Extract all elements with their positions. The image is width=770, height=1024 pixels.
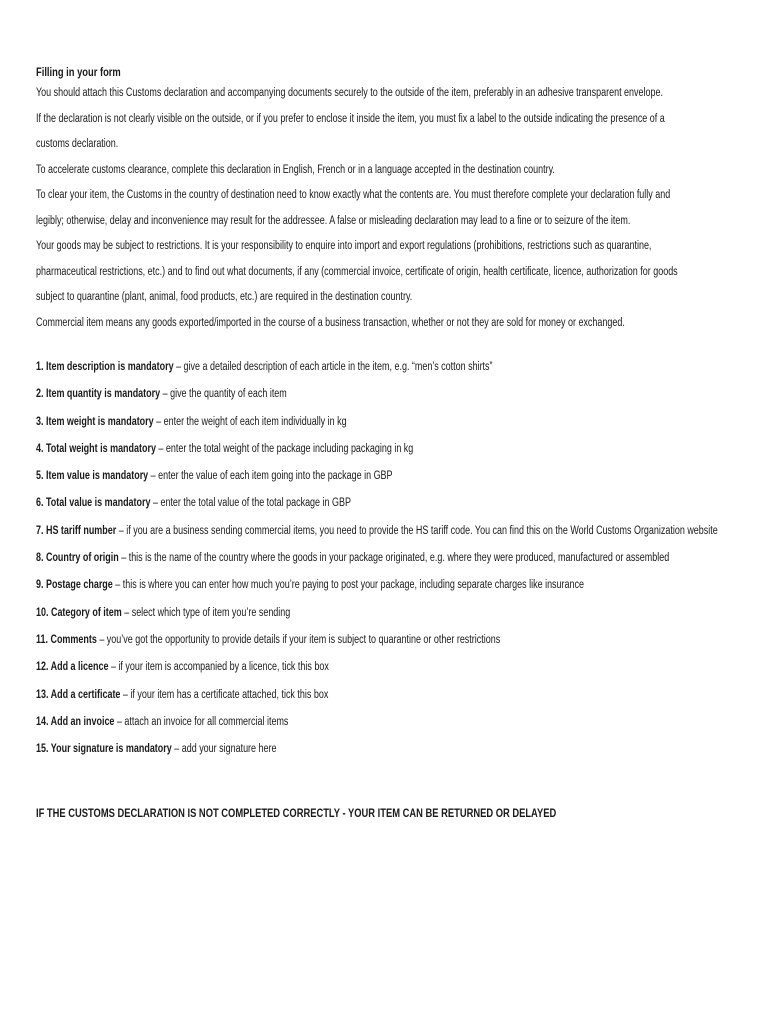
intro-line-text: subject to quarantine (plant, animal, food products, etc.) are required in the destination country. [36,291,413,303]
item-text: – if you are a business sending commercial items, you need to provide the HS tariff code. You can find this on the World Customs Organization website [116,524,718,537]
list-item [36,627,746,654]
intro-line [36,132,746,158]
list-item [36,545,746,572]
intro-line [36,234,746,260]
item-label: 2. Item quantity is mandatory [36,388,161,401]
intro-line-text: To clear your item, the Customs in the country of destination need to know exactly what the contents are. You must therefore complete your declaration fully and [36,189,671,201]
item-label: 12. Add a licence [36,661,109,674]
list-item [36,682,746,709]
intro-line [36,209,746,235]
item-text: – add your signature here [171,743,277,756]
list-item [36,409,746,436]
item-label: 11. Comments [36,633,97,646]
intro-line [36,107,746,133]
intro-line-text: To accelerate customs clearance, complete this declaration in English, French or in a language accepted in the destination country. [36,163,555,176]
item-text: – enter the weight of each item individually in kg [153,415,347,428]
list-item [36,436,746,463]
item-label: 15. Your signature is mandatory [36,743,172,756]
item-text: – this is the name of the country where the goods in your package originated, e.g. where they were produced, manufactured or assembled [118,552,670,565]
warning-notice [36,804,746,822]
intro-line [36,158,746,184]
item-label: 7. HS tariff number [36,524,117,537]
list-item [36,654,746,681]
list-item [36,463,746,490]
heading-text: Filling in your form [36,65,121,79]
list-item [36,518,746,545]
list-item [36,736,746,763]
intro-line [36,285,746,311]
form-instructions [36,63,746,822]
intro-line [36,260,746,286]
item-text: – you’ve got the opportunity to provide details if your item is subject to quarantine or other restrictions [96,633,501,646]
list-item [36,490,746,517]
intro-line [36,81,746,107]
item-label: 3. Item weight is mandatory [36,415,154,428]
item-text: – enter the total weight of the package including packaging in kg [155,442,414,455]
intro-line [36,311,746,337]
item-label: 10. Category of item [36,606,122,619]
item-label: 13. Add a certificate [36,688,121,701]
intro-line-text: pharmaceutical restrictions, etc.) and to find out what documents, if any (commercial invoice, certificate of origin, health certificate, licence, authorization for goods [36,265,678,278]
item-text: – give a detailed description of each article in the item, e.g. “men’s cotton shirts” [173,361,493,373]
intro-line-text: You should attach this Customs declaration and accompanying documents securely to the outside of the item, preferably in an adhesive transparent envelope. [36,87,663,99]
item-text: – give the quantity of each item [160,388,287,401]
item-text: – enter the value of each item going into the package in GBP [148,470,393,483]
item-text: – attach an invoice for all commercial items [114,715,289,728]
field-instructions-list [36,354,746,763]
item-text: – this is where you can enter how much you’re paying to post your package, including separate charges like insurance [112,579,584,592]
list-item [36,572,746,599]
list-item [36,709,746,736]
list-item [36,381,746,408]
item-text: – if your item has a certificate attached, tick this box [120,688,329,701]
intro-line-text: legibly; otherwise, delay and inconvenience may result for the addressee. A false or misleading declaration may lead to a fine or to seizure of the item. [36,214,631,227]
intro-line [36,183,746,209]
intro-line-text: Your goods may be subject to restrictions. It is your responsibility to enquire into import and export regulations (prohibitions, restrictions such as quarantine, [36,240,652,252]
intro-paragraph [36,81,746,336]
item-label: 6. Total value is mandatory [36,497,151,510]
intro-line-text: If the declaration is not clearly visible on the outside, or if you prefer to enclose it inside the item, you must fix a label to the outside indicating the presence of a [36,112,665,125]
intro-line-text: Commercial item means any goods exported/imported in the course of a business transaction, whether or not they are sold for money or exchanged. [36,316,625,329]
item-text: – enter the total value of the total package in GBP [150,497,351,510]
list-item [36,354,746,381]
item-text: – if your item is accompanied by a licence, tick this box [108,661,329,674]
item-label: 9. Postage charge [36,579,113,592]
item-label: 8. Country of origin [36,552,119,565]
item-label: 5. Item value is mandatory [36,470,149,483]
list-item [36,600,746,627]
item-label: 1. Item description is mandatory [36,361,174,373]
item-text: – select which type of item you’re sending [121,606,291,619]
section-heading [36,63,746,81]
item-label: 14. Add an invoice [36,715,115,728]
item-label: 4. Total weight is mandatory [36,442,156,455]
warning-text: IF THE CUSTOMS DECLARATION IS NOT COMPLETED CORRECTLY - YOUR ITEM CAN BE RETURNED OR DELAYED [36,806,557,821]
intro-line-text: customs declaration. [36,138,119,150]
